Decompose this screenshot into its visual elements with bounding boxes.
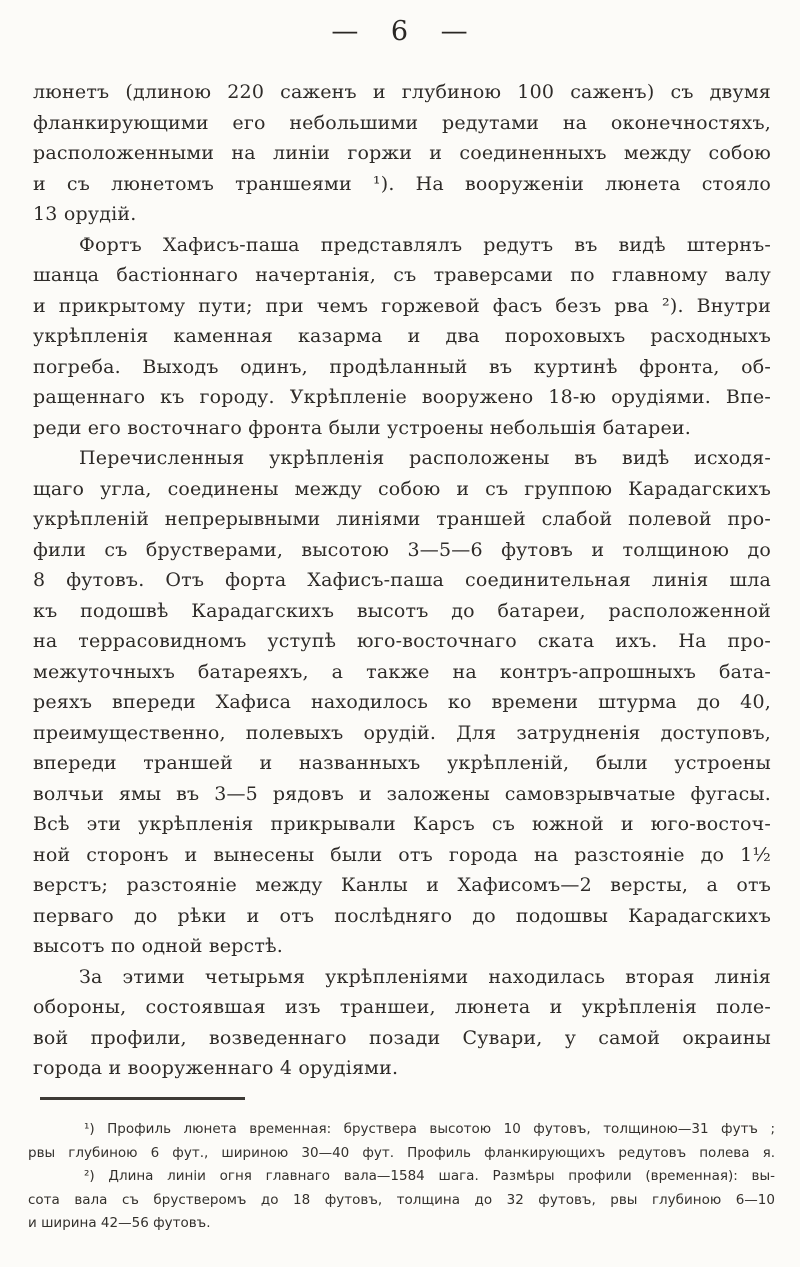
text-line: преимущественно, полевыхъ орудій. Для затрудненія доступовъ, bbox=[33, 721, 771, 744]
text-line: шанца бастіоннаго начертанія, съ траверсами по главному валу bbox=[33, 264, 771, 286]
paragraph-4 bbox=[33, 962, 771, 1084]
body-text bbox=[33, 77, 771, 1084]
paragraph-3 bbox=[33, 443, 771, 962]
text-line: волчьи ямы въ 3—5 рядовъ и заложены самовзрывчатые фугасы. bbox=[33, 782, 771, 805]
text-line: Всѣ эти укрѣпленія прикрывали Карсъ съ южной и юго-восточ- bbox=[33, 813, 771, 835]
footnote-line: ²) Длина линіи огня главнаго вала—1584 шага. Размѣры профили (временная): вы- bbox=[84, 1168, 775, 1184]
text-line: 13 орудій. bbox=[33, 203, 137, 225]
text-line: За этими четырьмя укрѣпленіями находилась вторая линія bbox=[79, 965, 771, 988]
text-line: фланкирующими его небольшими редутами на оконечностяхъ, bbox=[33, 111, 771, 134]
text-line: города и вооруженнаго 4 орудіями. bbox=[33, 1057, 399, 1079]
text-line: расположенными на линіи горжи и соединенныхъ между собою bbox=[33, 142, 771, 164]
text-line: верстъ; разстояніе между Канлы и Хафисомъ—2 версты, а отъ bbox=[33, 874, 771, 896]
text-line: укрѣпленій непрерывными линіями траншей слабой полевой про- bbox=[33, 508, 771, 530]
text-line: впереди траншей и названныхъ укрѣпленій, были устроены bbox=[33, 752, 771, 774]
footnote-line: рвы глубиною 6 фут., шириною 30—40 фут. Профиль фланкирующихъ редутовъ полева я. bbox=[28, 1144, 775, 1161]
footnote-line: сота вала съ брустверомъ до 18 футовъ, толщина до 32 футовъ, рвы глубиною 6—10 bbox=[28, 1191, 775, 1208]
text-line: обороны, состоявшая изъ траншеи, люнета и укрѣпленія поле- bbox=[33, 996, 771, 1018]
text-line: 8 футовъ. Отъ форта Хафисъ-паша соединительная линія шла bbox=[33, 569, 771, 591]
text-line: фили съ брустверами, высотою 3—5—6 футовъ и толщиною до bbox=[33, 538, 771, 561]
text-line: къ подошвѣ Карадагскихъ высотъ до батареи, расположенной bbox=[33, 599, 771, 622]
text-line: перваго до рѣки и отъ послѣдняго до подошвы Карадагскихъ bbox=[33, 904, 771, 927]
page-number: — 6 — bbox=[331, 16, 469, 47]
text-line: Перечисленныя укрѣпленія расположены въ видѣ исходя- bbox=[79, 447, 771, 469]
footnotes bbox=[28, 1118, 775, 1236]
text-line: и съ люнетомъ траншеями ¹). На вооруженіи люнета стояло bbox=[33, 172, 771, 195]
text-line: укрѣпленія каменная казарма и два пороховыхъ расходныхъ bbox=[33, 325, 771, 347]
paragraph-2 bbox=[33, 230, 771, 444]
text-line: Фортъ Хафисъ-паша представлялъ редутъ въ видѣ штернъ- bbox=[79, 233, 771, 256]
text-line: межуточныхъ батареяхъ, а также на контръ-апрошныхъ бата- bbox=[33, 660, 771, 683]
text-line: ной сторонъ и вынесены были отъ города на разстояніе до 1½ bbox=[33, 843, 771, 866]
text-line: вой профили, возведеннаго позади Сувари, у самой окраины bbox=[33, 1026, 771, 1049]
text-line: высотъ по одной верстѣ. bbox=[33, 935, 283, 957]
footnote-separator bbox=[40, 1097, 245, 1100]
text-line: реяхъ впереди Хафиса находилось ко времени штурма до 40, bbox=[33, 691, 771, 713]
text-line: и прикрытому пути; при чемъ горжевой фасъ безъ рва ²). Внутри bbox=[33, 294, 771, 317]
footnote-1 bbox=[28, 1118, 775, 1165]
text-line: люнетъ (длиною 220 саженъ и глубиною 100 саженъ) съ двумя bbox=[33, 81, 771, 103]
paragraph-1 bbox=[33, 77, 771, 230]
footnote-line: ¹) Профиль люнета временная: бруствера высотою 10 футовъ, толщиною—31 футъ ; bbox=[84, 1121, 775, 1137]
text-line: ращеннаго къ городу. Укрѣпленіе вооружено 18-ю орудіями. Впе- bbox=[33, 386, 771, 408]
footnote-line: и ширина 42—56 футовъ. bbox=[28, 1215, 211, 1231]
text-line: реди его восточнаго фронта были устроены небольшія батареи. bbox=[33, 416, 692, 439]
text-line: щаго угла, соединены между собою и съ группою Карадагскихъ bbox=[33, 477, 771, 500]
footnote-2 bbox=[28, 1165, 775, 1236]
text-line: погреба. Выходъ одинъ, продѣланный въ куртинѣ фронта, об- bbox=[33, 355, 771, 378]
text-line: на террасовидномъ уступѣ юго-восточнаго ската ихъ. На про- bbox=[33, 630, 771, 652]
